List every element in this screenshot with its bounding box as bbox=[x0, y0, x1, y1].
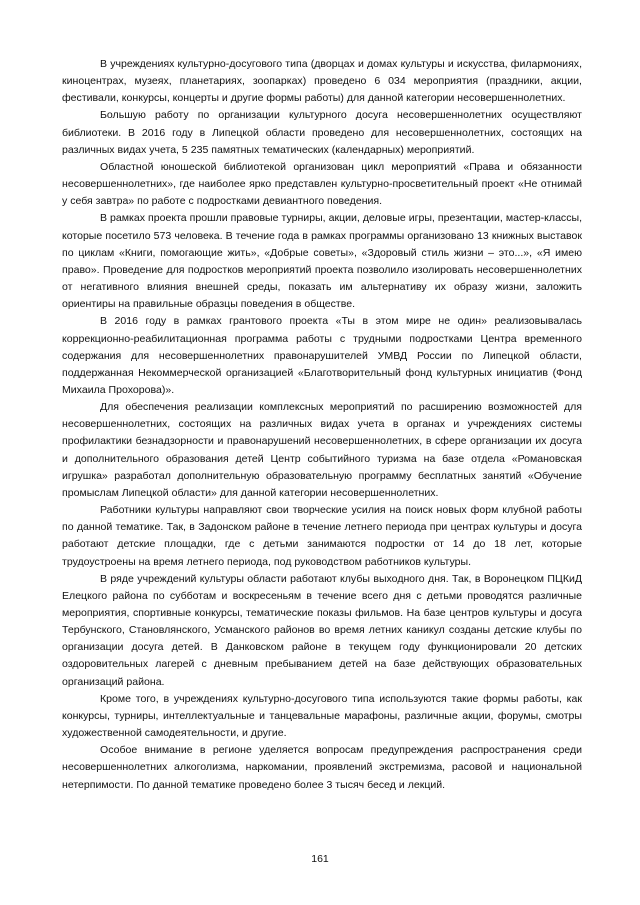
paragraph-forms-of-work: Кроме того, в учреждениях культурно-досугового типа используются такие формы работы, как конкурсы, турниры, интеллектуальные и танцевальные марафоны, различные акции, форумы, смотры художественной самодеятельности, и другие. bbox=[62, 692, 582, 740]
document-page bbox=[62, 56, 582, 794]
paragraph-cultural-institutions: В учреждениях культурно-досугового типа (дворцах и домах культуры и искусства, филармониях, киноцентрах, музеях, планетариях, зоопарках) проведено 6 034 мероприятия (праздники, акции, фестивали, конкурсы, концерты и другие формы работы) для данной категории несовершеннолетних. bbox=[62, 58, 582, 105]
paragraph-club-work: Работники культуры направляют свои творческие усилия на поиск новых форм клубной работы по данной тематике. Так, в Задонском районе в течение летнего периода при центрах культуры и досуга работают детские площадки, где с детьми занимаются подростки от 14 до 18 лет, которые трудоустроены на время летнего периода, под руководством работников культуры. bbox=[62, 504, 582, 568]
paragraph-prevention: Особое внимание в регионе уделяется вопросам предупреждения распространения среди несовершеннолетних алкоголизма, наркомании, проявлений экстремизма, расовой и национальной нетерпимости. По данной тематике проведено более 3 тысяч бесед и лекций. bbox=[62, 744, 582, 791]
paragraph-grant-project: В 2016 году в рамках грантового проекта «Ты в этом мире не один» реализовывалась коррекционно-реабилитационная программа работы с трудными подростками Центра временного содержания для несовершеннолетних правонарушителей УМВД России по Липецкой области, поддержанная Некоммерческой организацией «Благотворительный фонд культурных инициатив (Фонд Михаила Прохорова)». bbox=[62, 315, 582, 396]
paragraph-project-events: В рамках проекта прошли правовые турниры, акции, деловые игры, презентации, мастер-классы, которые посетило 573 человека. В течение года в рамках программы организовано 13 книжных выставок по циклам «Книги, помогающие жить», «Добрые советы», «Здоровый стиль жизни – это...», «Я имею право». Проведение для подростков мероприятий проекта позволило изолировать несовершеннолетних от негативного влияния внешней среды, показать им альтернативу их образу жизни, заложить ориентиры на правильные образцы поведения в обществе. bbox=[62, 212, 582, 311]
paragraph-weekend-clubs: В ряде учреждений культуры области работают клубы выходного дня. Так, в Воронецком ПЦКиД Елецкого района по субботам и воскресеньям в течение всего дня с детьми проводятся различные мероприятия, спортивные конкурсы, тематические показы фильмов. На базе центров культуры и досуга Тербунского, Становлянского, Усманского районов во время летних каникул созданы детские клубы по организации досуга детей. В Данковском районе в текущем году функционировали 20 детских оздоровительных лагерей с дневным пребыванием детей на базе действующих образовательных организаций района. bbox=[62, 572, 582, 688]
paragraph-libraries: Большую работу по организации культурного досуга несовершеннолетних осуществляют библиотеки. В 2016 году в Липецкой области проведено для несовершеннолетних, состоящих на различных видах учета, 5 235 памятных тематических (календарных) мероприятий. bbox=[62, 109, 582, 156]
paragraph-youth-library: Областной юношеской библиотекой организован цикл мероприятий «Права и обязанности несовершеннолетних», где наиболее ярко представлен культурно-просветительный проект «Не отнимай у себя завтра» по работе с подростками девиантного поведения. bbox=[62, 160, 582, 208]
page-number: 161 bbox=[311, 853, 329, 865]
paragraph-event-tourism: Для обеспечения реализации комплексных мероприятий по расширению возможностей для несовершеннолетних, состоящих на различных видах учета в органах и учреждениях системы профилактики безнадзорности и правонарушений несовершеннолетних, в сфере организации их досуга и дополнительного образования детей Центр событийного туризма на базе отдела «Романовская игрушка» разработал дополнительную образовательную программу бесплатных занятий «Обучение промыслам Липецкой области» для данной категории несовершеннолетних. bbox=[62, 401, 582, 499]
